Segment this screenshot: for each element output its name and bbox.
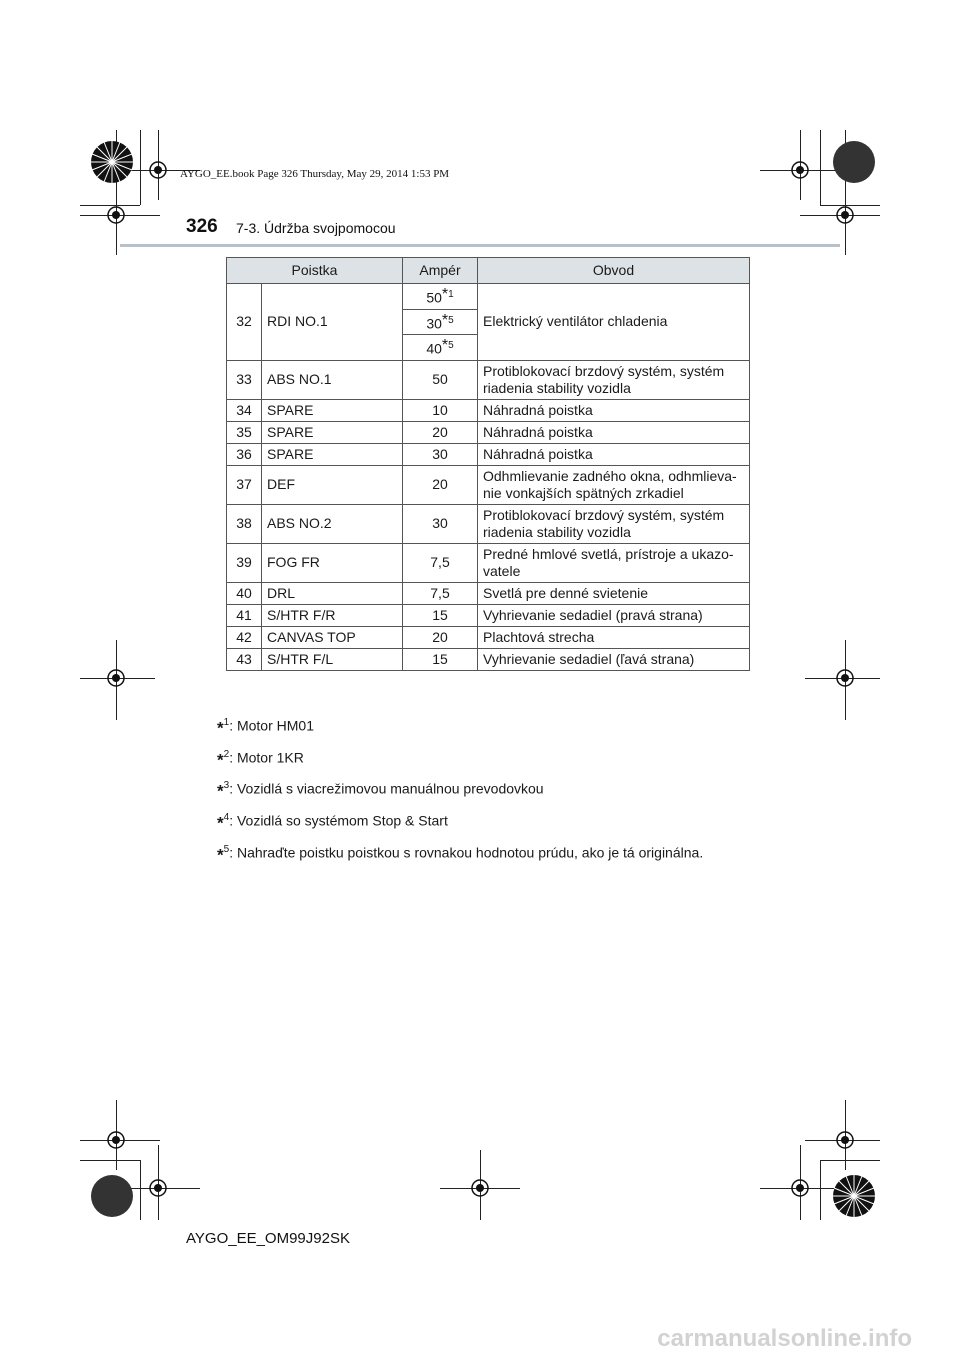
- fuse-name: CANVAS TOP: [262, 626, 403, 648]
- table-row: [227, 399, 750, 421]
- table-row: [227, 582, 750, 604]
- fuse-name: SPARE: [262, 399, 403, 421]
- footnote-text: : Motor 1KR: [229, 749, 304, 766]
- fuse-number: 36: [227, 443, 262, 465]
- fuse-circuit: Náhradná poistka: [478, 421, 750, 443]
- footnote-text: : Nahraďte poistku poistkou s rovnakou hodnotou prúdu, ako je tá originálna.: [229, 844, 704, 861]
- section-title: 7-3. Údržba svojpomocou: [236, 220, 396, 236]
- footnote-mark: 5: [223, 843, 230, 855]
- fuse-name: FOG FR: [262, 543, 403, 582]
- fuse-name: RDI NO.1: [262, 284, 403, 361]
- footnote-mark: 1: [223, 717, 230, 728]
- registration-mark-icon: [832, 1127, 858, 1153]
- fuse-circuit: Náhradná poistka: [478, 399, 750, 421]
- table-row: [227, 648, 750, 670]
- registration-mark-icon: [787, 157, 813, 183]
- footnote: *$^1$: Motor HM01: [217, 717, 314, 738]
- gray-disc-icon: [89, 1173, 135, 1219]
- footnote: *$^2$: Motor 1KR: [217, 748, 304, 770]
- fuse-amp: 20: [403, 626, 478, 648]
- fuse-amp: 20: [403, 421, 478, 443]
- footnote-mark: 2: [223, 748, 230, 760]
- fuse-amp: 30*$^5$: [403, 309, 478, 335]
- fuse-number: 39: [227, 543, 262, 582]
- fuse-amp: 15: [403, 648, 478, 670]
- fuse-name: S/HTR F/R: [262, 604, 403, 626]
- fuse-name: S/HTR F/L: [262, 648, 403, 670]
- registration-mark-icon: [103, 202, 129, 228]
- fuse-circuit: Protiblokovací brzdový systém, systém riadenia stability vozidla: [478, 360, 750, 399]
- footnote-mark: 4: [223, 811, 230, 823]
- fuse-number: 43: [227, 648, 262, 670]
- fuse-name: DRL: [262, 582, 403, 604]
- footnote-ref: 5: [448, 314, 454, 326]
- fuse-number: 40: [227, 582, 262, 604]
- fuse-amp: 7,5: [403, 582, 478, 604]
- fuse-amp: 10: [403, 399, 478, 421]
- table-row: [227, 284, 750, 310]
- book-info: AYGO_EE.book Page 326 Thursday, May 29, 2014 1:53 PM: [180, 168, 450, 180]
- fuse-name: SPARE: [262, 443, 403, 465]
- fuse-number: 32: [227, 284, 262, 361]
- footnote: *$^5$: Nahraďte poistku poistkou s rovnakou hodnotou prúdu, ako je tá originálna.: [217, 843, 704, 865]
- registration-mark-icon: [832, 665, 858, 691]
- gray-disc-icon: [831, 139, 877, 185]
- footer-code: AYGO_EE_OM99J92SK: [186, 1230, 350, 1247]
- col-header-circuit: Obvod: [478, 258, 750, 284]
- fuse-circuit: Odhmlievanie zadného okna, odhmlieva-nie vonkajších spätných zrkadiel: [478, 465, 750, 504]
- watermark: carmanualsonline.info: [657, 1325, 912, 1352]
- footnote-text: : Vozidlá s viacrežimovou manuálnou prevodovkou: [229, 780, 544, 797]
- fuse-circuit: Elektrický ventilátor chladenia: [478, 284, 750, 361]
- footnote-ref: 1: [448, 289, 454, 300]
- fuse-name: DEF: [262, 465, 403, 504]
- fuse-number: 34: [227, 399, 262, 421]
- fuse-name: ABS NO.2: [262, 504, 403, 543]
- fuse-circuit: Plachtová strecha: [478, 626, 750, 648]
- col-header-fuse: Poistka: [227, 258, 403, 284]
- fuse-amp: 7,5: [403, 543, 478, 582]
- footnote: *$^4$: Vozidlá so systémom Stop & Start: [217, 811, 448, 833]
- registration-mark-icon: [145, 157, 171, 183]
- table-row: [227, 465, 750, 504]
- fuse-amp: 15: [403, 604, 478, 626]
- fuse-number: 37: [227, 465, 262, 504]
- footnote: *$^3$: Vozidlá s viacrežimovou manuálnou prevodovkou: [217, 780, 544, 801]
- fuse-name: ABS NO.1: [262, 360, 403, 399]
- table-row: [227, 504, 750, 543]
- registration-mark-icon: [103, 665, 129, 691]
- fuse-circuit: Svetlá pre denné svietenie: [478, 582, 750, 604]
- page-number: 326: [186, 216, 218, 237]
- radial-disc-icon: [89, 139, 135, 185]
- fuse-number: 38: [227, 504, 262, 543]
- table-row: [227, 360, 750, 399]
- footnote-text: : Vozidlá so systémom Stop & Start: [229, 812, 448, 829]
- table-row: [227, 421, 750, 443]
- table-row: [227, 604, 750, 626]
- fuse-amp: 50*$^1$: [403, 284, 478, 310]
- table-row: [227, 443, 750, 465]
- fuse-number: 41: [227, 604, 262, 626]
- fuse-amp: 20: [403, 465, 478, 504]
- table-row: [227, 543, 750, 582]
- fuse-circuit: Predné hmlové svetlá, prístroje a ukazo-vatele: [478, 543, 750, 582]
- registration-mark-icon: [103, 1127, 129, 1153]
- table-header-row: [227, 258, 750, 284]
- footnotes: [217, 710, 703, 868]
- footnote-text: : Motor HM01: [229, 717, 314, 734]
- fuse-amp: 30: [403, 443, 478, 465]
- fuse-circuit: Vyhrievanie sedadiel (pravá strana): [478, 604, 750, 626]
- fuse-amp: 30: [403, 504, 478, 543]
- fuse-number: 35: [227, 421, 262, 443]
- table-row: [227, 626, 750, 648]
- fuse-table: [226, 257, 750, 671]
- fuse-number: 33: [227, 360, 262, 399]
- footnote-ref: 5: [448, 340, 454, 352]
- fuse-circuit: Vyhrievanie sedadiel (ľavá strana): [478, 648, 750, 670]
- fuse-amp: 50: [403, 360, 478, 399]
- fuse-circuit: Náhradná poistka: [478, 443, 750, 465]
- fuse-amp: 40*$^5$: [403, 335, 478, 361]
- fuse-name: SPARE: [262, 421, 403, 443]
- registration-mark-icon: [145, 1175, 171, 1201]
- footnote-mark: 3: [223, 780, 230, 792]
- registration-mark-icon: [467, 1175, 493, 1201]
- fuse-circuit: Protiblokovací brzdový systém, systém riadenia stability vozidla: [478, 504, 750, 543]
- header-rule: [120, 244, 840, 247]
- fuse-number: 42: [227, 626, 262, 648]
- col-header-amp: Ampér: [403, 258, 478, 284]
- registration-mark-icon: [832, 202, 858, 228]
- radial-disc-icon: [831, 1173, 877, 1219]
- registration-mark-icon: [787, 1175, 813, 1201]
